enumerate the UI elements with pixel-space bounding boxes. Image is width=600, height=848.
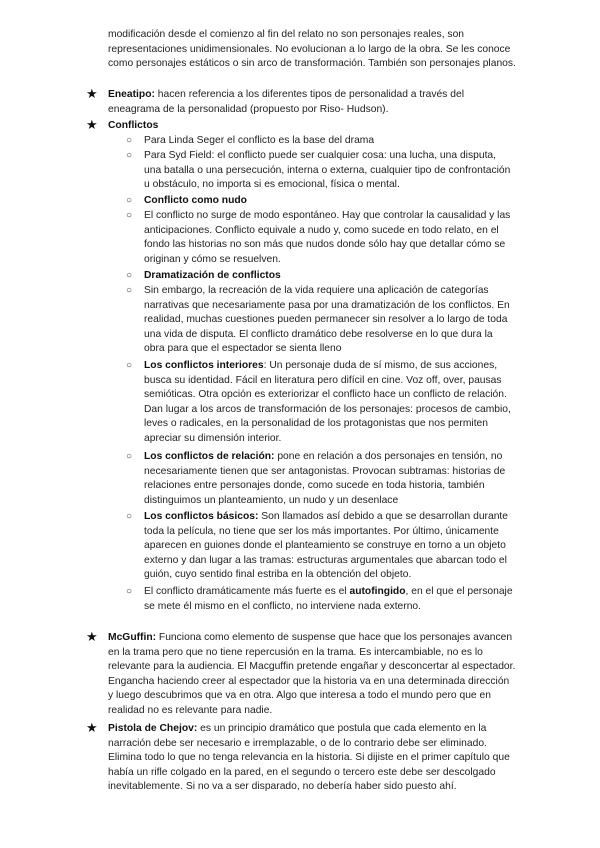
circle-bullet-icon: ○ xyxy=(126,210,133,221)
list-item-text: : Un personaje duda de sí mismo, de sus acciones, busca su identidad. Fácil en literatura pero difícil en cine. Voz off, over, pausas semióticas. Otra opción es exteriorizar el conflicto hace un conflicto de relación. Dan lugar a los arcos de transformación de los personajes: procesos de cambio, leves o radicales, en la personalidad de los protagonistas que nos permiten apreciar su dimensión interior. xyxy=(144,360,511,444)
circle-bullet-icon: ○ xyxy=(126,135,133,146)
list-item xyxy=(126,359,516,447)
star-bullet-icon: ★ xyxy=(86,117,98,132)
circle-bullet-icon: ○ xyxy=(126,511,133,522)
mcguffin-item xyxy=(86,629,516,719)
conflictos-item xyxy=(86,117,516,134)
list-item-heading: Los conflictos básicos: xyxy=(144,511,259,522)
list-item-heading: Los conflictos de relación: xyxy=(144,451,275,462)
star-bullet-icon: ★ xyxy=(86,720,98,735)
list-item-text: Para Linda Seger el conflicto es la base del drama xyxy=(144,135,375,146)
mcguffin-text: Funciona como elemento de suspense que hace que los personajes avancen en la trama pero que no tiene repercusión en la trama. Es intercambiable, no es lo relevante para la audiencia. El Macguffin pretende engañar y desconcertar al espectador. Engancha haciendo creer al espectador que la historia va en una determinada dirección y luego descubrimos que va en otra. Algo que interesa a todo el mundo pero que en realidad no es relevante para nadie. xyxy=(108,632,516,716)
list-item-heading: Dramatización de conflictos xyxy=(144,270,281,281)
list-item-bold: autofingido xyxy=(349,586,406,597)
list-item xyxy=(126,269,516,284)
list-item-text: Sin embargo, la recreación de la vida requiere una aplicación de categorías narrativas que necesariamente pasa por una dramatización de los conflictos. En realidad, muchas cuestiones pueden permanecer sin resolver a lo largo de toda una vida de disputa. El conflicto dramático debe resolverse en lo que dura la obra para que el espectador se sienta lleno xyxy=(144,285,510,355)
circle-bullet-icon: ○ xyxy=(126,360,133,371)
chejov-title: Pistola de Chejov: xyxy=(108,723,198,734)
list-item xyxy=(126,194,516,209)
intro-paragraph: modificación desde el comienzo al fin del relato no son personajes reales, son representaciones unidimensionales. No evolucionan a lo largo de la obra. Se les conoce como personajes estáticos o sin arco de transformación. También son personajes planos. xyxy=(108,29,516,70)
list-item-text: El conflicto no surge de modo espontáneo. Hay que controlar la causalidad y las anticipaciones. Conflicto equivale a nudo y, como sucede en todo relato, en el fondo las historias no son más que nudos donde sólo hay que detallar cómo se originan y cómo se resuelven. xyxy=(144,210,511,265)
circle-bullet-icon: ○ xyxy=(126,195,133,206)
list-item-heading: Los conflictos interiores xyxy=(144,360,264,371)
list-item xyxy=(126,585,516,614)
list-item-text: pone en relación a dos personajes en tensión, no necesariamente tienen que ser antagonistas. Provocan subtramas: historias de relaciones entre personajes donde, como sucede en toda historia, también distinguimos un planteamiento, un nudo y un desenlace xyxy=(144,451,506,506)
chejov-item xyxy=(86,720,516,795)
eneatipo-title: Eneatipo: xyxy=(108,89,155,100)
list-item-text: Para Syd Field: el conflicto puede ser cualquier cosa: una lucha, una disputa, una batalla o una persecución, interna o externa, cualquier tipo de confrontación u obstáculo, no importa si es emocional, física o mental. xyxy=(144,150,511,191)
star-bullet-icon: ★ xyxy=(86,629,98,644)
list-item-text: Son llamados así debido a que se desarrollan durante toda la película, no tiene que ser los más importantes. Por último, únicamente aparecen en guiones donde el planteamiento se construye en torno a un objeto externo y dan lugar a las tramas: estructuras argumentales que abarcan todo el guión, cuyo sentido final estriba en la obtención del objeto. xyxy=(144,511,509,581)
eneatipo-item xyxy=(86,86,516,117)
list-item xyxy=(126,510,516,583)
star-bullet-icon: ★ xyxy=(86,86,98,101)
circle-bullet-icon: ○ xyxy=(126,285,133,296)
list-item xyxy=(126,209,516,267)
list-item-text: , en el que el personaje se mete él mismo en el conflicto, no interviene nada externo. xyxy=(144,586,513,612)
circle-bullet-icon: ○ xyxy=(126,586,133,597)
circle-bullet-icon: ○ xyxy=(126,451,133,462)
mcguffin-title: McGuffin: xyxy=(108,632,157,643)
list-item xyxy=(126,450,516,508)
list-item xyxy=(126,284,516,357)
chejov-text: es un principio dramático que postula que cada elemento en la narración debe ser necesario e irremplazable, o de lo contrario debe ser eliminado. Elimina todo lo que no tenga relevancia en la historia. Si dijiste en el primer capítulo que había un rifle colgado en la pared, en el segundo o tercero este debe ser descolgado inevitablemente. Si no va a ser disparado, no debería haber sido puesto ahí. xyxy=(108,723,510,793)
list-item-text: El conflicto dramáticamente más fuerte es el xyxy=(144,586,350,597)
list-item xyxy=(126,149,516,193)
circle-bullet-icon: ○ xyxy=(126,150,133,161)
list-item xyxy=(126,134,516,149)
conflictos-title: Conflictos xyxy=(108,120,159,131)
list-item-heading: Conflicto como nudo xyxy=(144,195,247,206)
eneatipo-text: hacen referencia a los diferentes tipos de personalidad a través del eneagrama de la personalidad (propuesto por Riso- Hudson). xyxy=(108,89,465,115)
circle-bullet-icon: ○ xyxy=(126,270,133,281)
